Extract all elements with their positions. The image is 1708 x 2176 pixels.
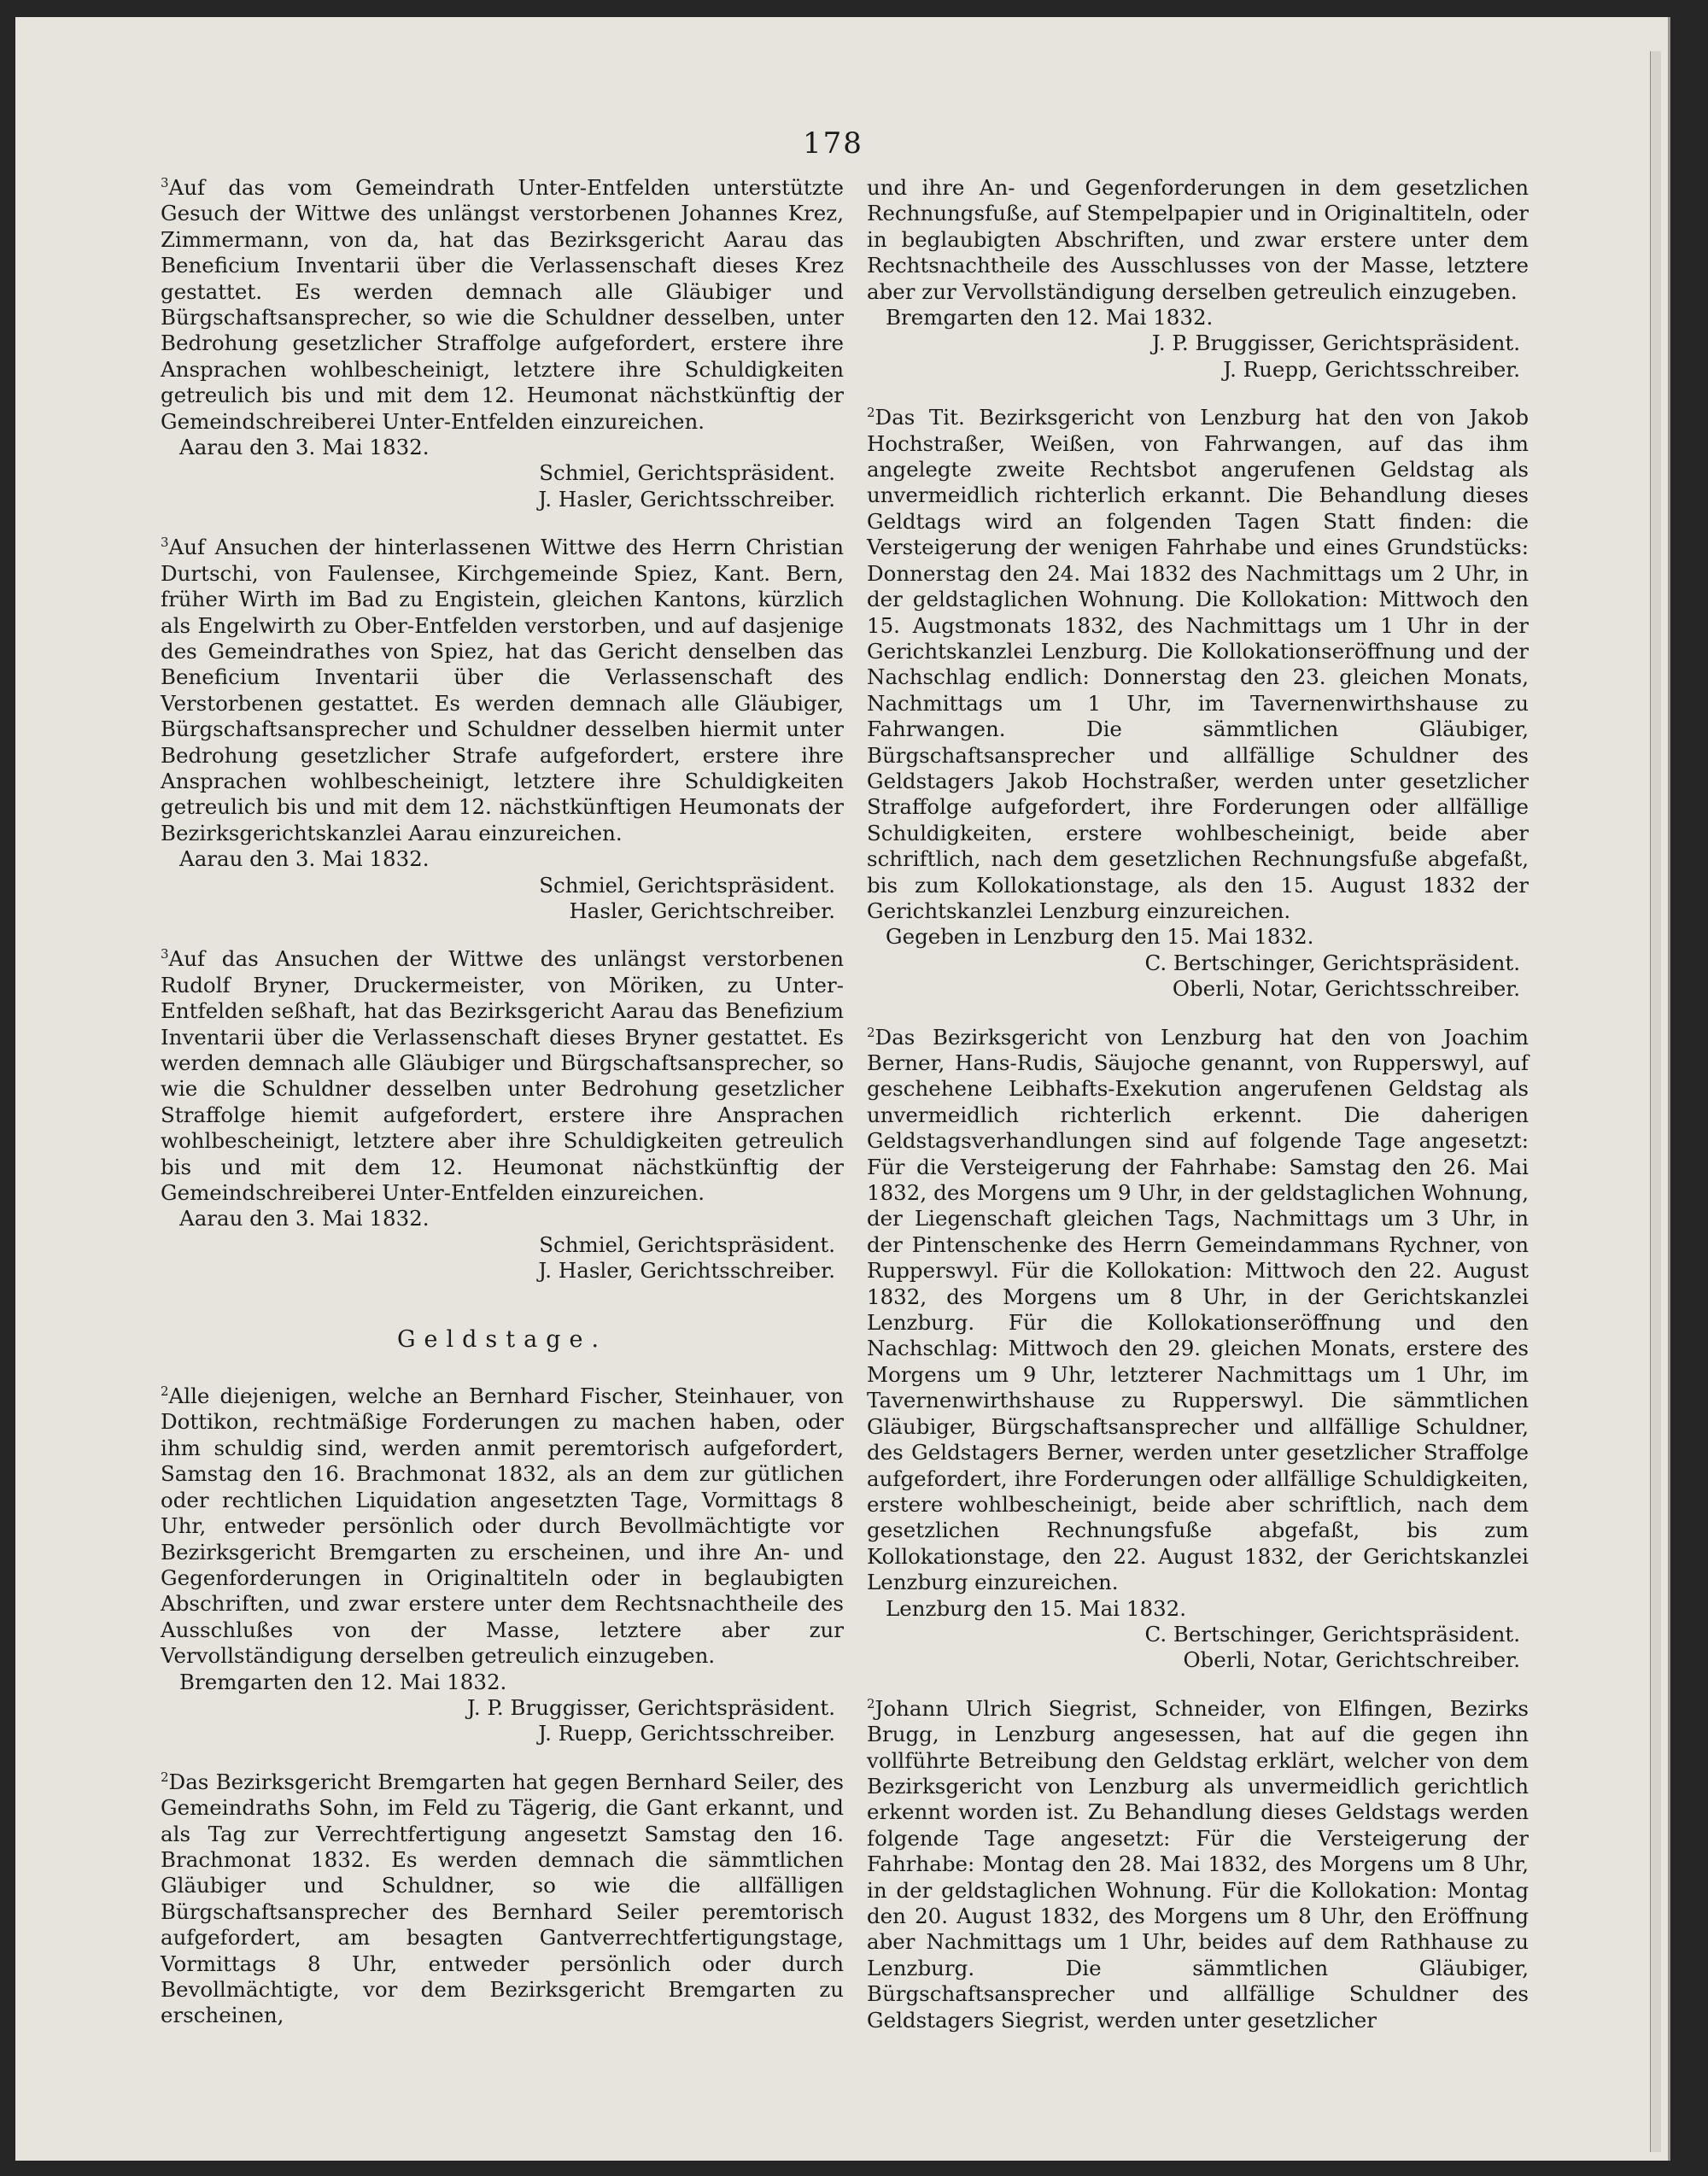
signature-president: C. Bertschinger, Gerichtspräsident. bbox=[1144, 1621, 1520, 1647]
notice-siegrist bbox=[867, 1696, 1529, 2033]
notice-body: $^3$Auf das vom Gemeindrath Unter-Entfelden unterstützte Gesuch der Wittwe des unlängst verstorbenen Johannes Krez, Zimmermann, von da, hat das Bezirksgericht Aarau das Beneficium Inventarii über die Verlassenschaft dieses Krez gestattet. Es werden demnach alle Gläubiger und Bürgschaftsansprecher, so wie die Schuldner desselben, unter Bedrohung gesetzlicher Straffolge aufgefordert, erstere ihre Ansprachen wohlbescheinigt, letztere ihre Schuldigkeiten getreulich bis und mit dem 12. Heumonat nächstkünftig der Gemeindschreiberei Unter-Entfelden einzureichen. bbox=[161, 174, 844, 434]
notice-berner bbox=[867, 1025, 1529, 1674]
signature-president: Schmiel, Gerichtspräsident. bbox=[539, 872, 835, 898]
section-heading-geldstage: Geldstage. bbox=[396, 1325, 608, 1353]
notice-body: $^2$Das Bezirksgericht Bremgarten hat gegen Bernhard Seiler, des Gemeindraths Sohn, im Feld zu Tägerig, die Gant erkannt, und als Tag zur Verrechtfertigung angesetzt Samstag den 16. Brachmonat 1832. Es werden demnach die sämmtlichen Gläubiger und Schuldner, so wie die allfälligen Bürgschaftsansprecher des Bernhard Seiler peremtorisch aufgefordert, am besagten Gantverrechtfertigungstage, Vormittags 8 Uhr, entweder persönlich oder durch Bevollmächtigte, vor dem Bezirksgericht Bremgarten zu erscheinen, bbox=[161, 1769, 844, 2028]
footnote-marker: 3 bbox=[161, 174, 169, 190]
notice-dateline: Gegeben in Lenzburg den 15. Mai 1832. bbox=[886, 924, 1314, 950]
footnote-marker: 2 bbox=[867, 1024, 875, 1040]
notice-hochstrasser bbox=[867, 405, 1529, 1002]
footnote-marker: 2 bbox=[867, 1695, 875, 1711]
notice-dateline: Bremgarten den 12. Mai 1832. bbox=[886, 305, 1214, 330]
signature-clerk: Hasler, Gerichtschreiber. bbox=[569, 898, 835, 923]
signature-president: J. P. Bruggisser, Gerichtspräsident. bbox=[1151, 330, 1520, 356]
footnote-marker: 3 bbox=[161, 946, 169, 962]
notice-body: $^2$Alle diejenigen, welche an Bernhard Fischer, Steinhauer, von Dottikon, rechtmäßige Forderungen zu machen haben, oder ihm schuldig sind, werden anmit peremtorisch aufgefordert, Samstag den 16. Brachmonat 1832, als an dem zur gütlichen oder rechtlichen Liquidation angesetzten Tage, Vormittags 8 Uhr, entweder persönlich oder durch Bevollmächtigte vor Bezirksgericht Bremgarten zu erscheinen, und ihre An- und Gegenforderungen in Originaltiteln oder in beglaubigten Abschriften, und zwar erstere unter dem Rechtsnachtheile des Ausschlußes von der Masse, letztere aber zur Vervollständigung derselben getreulich einzugeben. bbox=[161, 1383, 844, 1669]
signature-president: J. P. Bruggisser, Gerichtspräsident. bbox=[466, 1694, 835, 1720]
right-column bbox=[867, 175, 1529, 2056]
notice-body: $^2$Johann Ulrich Siegrist, Schneider, von Elfingen, Bezirks Brugg, in Lenzburg angesessen, hat auf die gegen ihn vollführte Betreibung den Geldstag erklärt, welcher von dem Bezirksgericht von Lenzburg als unvermeidlich gerichtlich erkennt worden ist. Zu Behandlung dieses Geldstags werden folgende Tage angesetzt: Für die Versteigerung der Fahrhabe: Montag den 28. Mai 1832, des Morgens um 8 Uhr, in der geldstaglichen Wohnung. Für die Kollokation: Montag den 20. August 1832, des Morgens um 8 Uhr, den Eröffnung aber Nachmittags um 1 Uhr, beides auf dem Rathhause zu Lenzburg. Die sämmtlichen Gläubiger, Bürgschaftsansprecher und allfällige Schuldner des Geldstagers Siegrist, werden unter gesetzlicher bbox=[867, 1695, 1529, 2033]
notice-seiler bbox=[161, 1769, 844, 2029]
footnote-marker: 3 bbox=[161, 535, 169, 551]
page-edge bbox=[1650, 51, 1661, 2152]
notice-body: $^2$Das Bezirksgericht von Lenzburg hat den von Joachim Berner, Hans-Rudis, Säujoche genannt, von Rupperswyl, auf geschehene Leibhafts-Exekution angerufenen Geldstag als unvermeidlich richterlich erkennt. Die daherigen Geldstagsverhandlungen sind auf folgende Tage angesetzt: Für die Versteigerung der Fahrhabe: Samstag den 26. Mai 1832, des Morgens um 9 Uhr, in der geldstaglichen Wohnung, der Liegenschaft gleichen Tags, Nachmittags um 3 Uhr, in der Pintenschenke des Herrn Gemeindammans Rychner, von Rupperswyl. Für die Kollokation: Mittwoch den 22. August 1832, des Morgens um 8 Uhr, in der Gerichtskanzlei Lenzburg. Für die Kollokationseröffnung und den Nachschlag: Mittwoch den 29. gleichen Monats, erstere des Morgens um 9 Uhr, letzterer Nachmittags um 1 Uhr, im Tavernenwirthshause zu Rupperswyl. Die sämmtlichen Gläubiger, Bürgschaftsansprecher und allfällige Schuldner, des Geldstagers Berner, werden unter gesetzlicher Straffolge aufgefordert, ihre Forderungen oder allfällige Schuldigkeiten, erstere wohlbescheinigt, beide aber schriftlich, nach dem gesetzlichen Rechnungsfuße abgefaßt, bis zum Kollokationstage, den 22. August 1832, der Gerichtskanzlei Lenzburg einzureichen. bbox=[867, 1024, 1529, 1595]
footnote-marker: 2 bbox=[867, 405, 875, 421]
signature-president: Schmiel, Gerichtspräsident. bbox=[539, 460, 835, 486]
notice-dateline: Lenzburg den 15. Mai 1832. bbox=[886, 1595, 1187, 1621]
notice-fischer bbox=[161, 1383, 844, 1747]
notice-bryner bbox=[161, 946, 844, 1284]
signature-clerk: J. Ruepp, Gerichtsschreiber. bbox=[1223, 356, 1520, 382]
signature-clerk: J. Hasler, Gerichtsschreiber. bbox=[538, 486, 835, 512]
notice-dateline: Bremgarten den 12. Mai 1832. bbox=[179, 1669, 507, 1694]
notice-body: $^3$Auf das Ansuchen der Wittwe des unlängst verstorbenen Rudolf Bryner, Druckermeister, von Möriken, zu Unter-Entfelden seßhaft, hat das Bezirksgericht Aarau das Benefizium Inventarii über die Verlassenschaft dieses Bryner gestattet. Es werden demnach alle Gläubiger und Bürgschaftsansprecher, so wie die Schuldner desselben unter Bedrohung gesetzlicher Straffolge hiemit aufgefordert, erstere ihre Ansprachen wohlbescheinigt, letztere aber ihre Schuldigkeiten getreulich bis und mit dem 12. Heumonat nächstkünftig der Gemeindschreiberei Unter-Entfelden einzureichen. bbox=[161, 946, 844, 1206]
signature-clerk: J. Ruepp, Gerichtsschreiber. bbox=[538, 1721, 835, 1746]
page-number: 178 bbox=[803, 126, 863, 161]
signature-clerk: J. Hasler, Gerichtsschreiber. bbox=[538, 1258, 835, 1284]
signature-president: Schmiel, Gerichtspräsident. bbox=[539, 1231, 835, 1257]
notice-body: $^3$Auf Ansuchen der hinterlassenen Wittwe des Herrn Christian Durtschi, von Faulensee, Kirchgemeinde Spiez, Kant. Bern, früher Wirth im Bad zu Engistein, gleichen Kantons, kürzlich als Engelwirth zu Ober-Entfelden verstorben, und auf dasjenige des Gemeindrathes von Spiez, hat das Gericht denselben das Beneficium Inventarii über die Verlassenschaft des Verstorbenen gestattet. Es werden demnach alle Gläubiger, Bürgschaftsansprecher und Schuldner desselben hiermit unter Bedrohung gesetzlicher Strafe aufgefordert, erstere ihre Ansprachen wohlbescheinigt, letztere ihre Schuldigkeiten getreulich bis und mit dem 12. nächstkünftigen Heumonats der Bezirksgerichtskanzlei Aarau einzureichen. bbox=[161, 535, 844, 845]
notice-dateline: Aarau den 3. Mai 1832. bbox=[179, 435, 430, 460]
signature-clerk: Oberli, Notar, Gerichtschreiber. bbox=[1183, 1647, 1520, 1673]
footnote-marker: 2 bbox=[161, 1769, 169, 1785]
notice-seiler-continued bbox=[867, 175, 1529, 383]
notice-dateline: Aarau den 3. Mai 1832. bbox=[179, 846, 430, 872]
left-column bbox=[161, 175, 844, 2051]
notice-dateline: Aarau den 3. Mai 1832. bbox=[179, 1206, 430, 1231]
notice-body: und ihre An- und Gegenforderungen in dem gesetzlichen Rechnungsfuße, auf Stempelpapier und in Originaltiteln, oder in beglaubigten Abschriften, und zwar erstere unter dem Rechtsnachtheile des Ausschlusses von der Masse, letztere aber zur Vervollständigung derselben getreulich einzugeben. bbox=[867, 175, 1529, 304]
signature-clerk: Oberli, Notar, Gerichtsschreiber. bbox=[1172, 976, 1520, 1002]
notice-krez bbox=[161, 175, 844, 512]
notice-body: $^2$Das Tit. Bezirksgericht von Lenzburg hat den von Jakob Hochstraßer, Weißen, von Fahrwangen, auf das ihm angelegte zweite Rechtsbot angerufenen Geldstag als unvermeidlich richterlich erkannt. Die Behandlung dieses Geldtags wird an folgenden Tagen Statt finden: die Versteigerung der wenigen Fahrhabe und eines Grundstücks: Donnerstag den 24. Mai 1832 des Nachmittags um 2 Uhr, in der geldstaglichen Wohnung. Die Kollokation: Mittwoch den 15. Augstmonats 1832, des Nachmittags um 1 Uhr in der Gerichtskanzlei Lenzburg. Die Kollokationseröffnung und der Nachschlag endlich: Donnerstag den 23. gleichen Monats, Nachmittags um 1 Uhr, im Tavernenwirthshause zu Fahrwangen. Die sämmtlichen Gläubiger, Bürgschaftsansprecher und allfällige Schuldner des Geldstagers Jakob Hochstraßer, werden unter gesetzlicher Straffolge aufgefordert, ihre Forderungen oder allfällige Schuldigkeiten, erstere wohlbescheinigt, beide aber schriftlich, nach dem gesetzlichen Rechnungsfuße abgefaßt, bis zum Kollokationstage, als den 15. August 1832 der Gerichtskanzlei Lenzburg einzureichen. bbox=[867, 405, 1529, 923]
footnote-marker: 2 bbox=[161, 1383, 169, 1399]
notice-durtschi bbox=[161, 535, 844, 924]
signature-president: C. Bertschinger, Gerichtspräsident. bbox=[1144, 950, 1520, 975]
